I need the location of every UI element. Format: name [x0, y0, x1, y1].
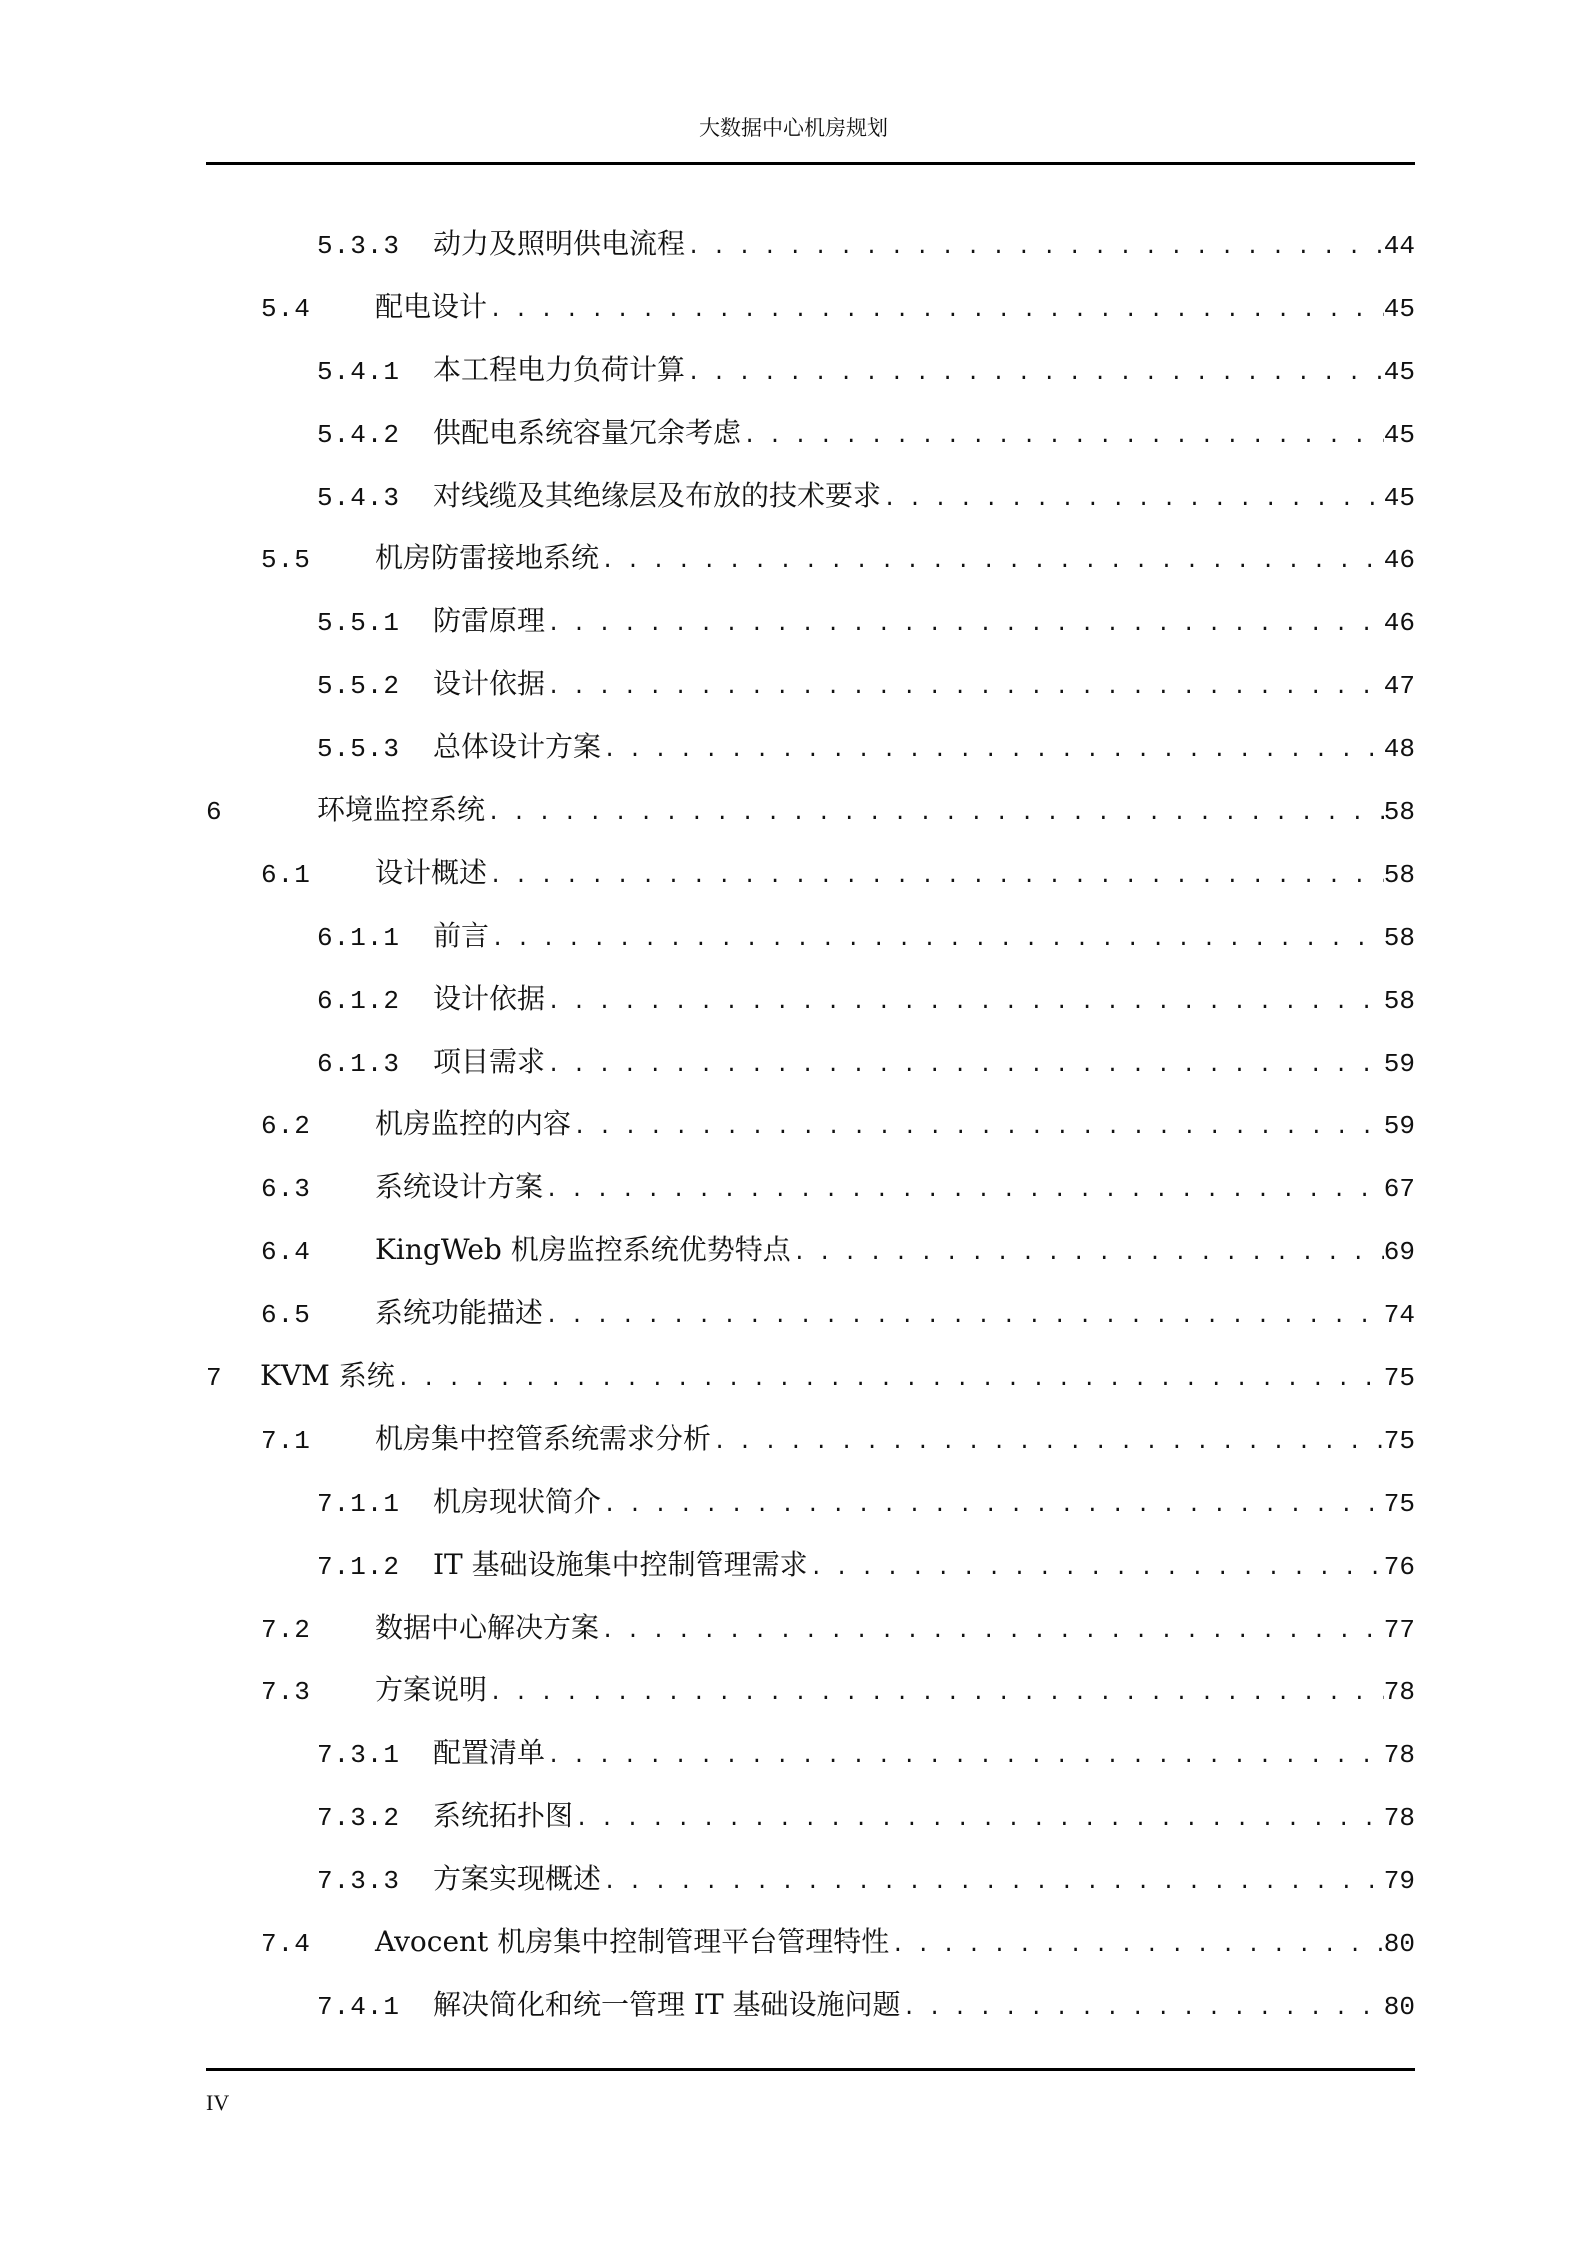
toc-dot-leader — [543, 1304, 1384, 1329]
toc-entry-number: 7.3 — [261, 1677, 311, 1708]
toc-entry-number: 7.1.1 — [317, 1488, 401, 1519]
toc-entry[interactable] — [206, 1983, 1415, 2046]
toc-entry[interactable] — [206, 1668, 1415, 1731]
toc-entry-page: 58 — [1383, 859, 1415, 890]
toc-entry-page: 46 — [1383, 545, 1415, 576]
toc-entry-number: 7.4 — [261, 1929, 311, 1960]
toc-entry-page: 75 — [1383, 1363, 1415, 1394]
toc-entry[interactable] — [206, 1857, 1415, 1920]
toc-entry-page: 45 — [1383, 356, 1415, 387]
toc-dot-leader — [487, 864, 1384, 889]
toc-entry-page: 76 — [1383, 1551, 1415, 1582]
toc-entry[interactable] — [206, 411, 1415, 474]
toc-entry-page: 58 — [1383, 985, 1415, 1016]
toc-entry-number: 7.1.2 — [317, 1551, 401, 1582]
toc-dot-leader — [881, 487, 1384, 512]
toc-entry-title: 机房监控的内容 — [375, 1107, 572, 1141]
toc-entry-title: 设计概述 — [375, 855, 488, 889]
toc-entry-page: 77 — [1383, 1614, 1415, 1645]
toc-entry-title: IT 基础设施集中控制管理需求 — [433, 1547, 808, 1581]
toc-entry-number: 6.1 — [261, 859, 311, 890]
toc-entry-title: 配置清单 — [433, 1736, 546, 1770]
toc-entry-number: 6.5 — [261, 1300, 311, 1331]
toc-entry-title: 机房防雷接地系统 — [375, 541, 600, 575]
toc-dot-leader — [901, 1996, 1384, 2021]
toc-dot-leader — [573, 1807, 1384, 1832]
toc-entry[interactable] — [206, 788, 1415, 851]
toc-entry-title: 设计依据 — [433, 981, 546, 1015]
toc-entry-title: 配电设计 — [375, 289, 488, 323]
toc-entry[interactable] — [206, 1354, 1415, 1417]
toc-entry[interactable] — [206, 1731, 1415, 1794]
toc-entry-title: 总体设计方案 — [433, 730, 602, 764]
toc-entry-page: 59 — [1383, 1048, 1415, 1079]
toc-entry-page: 78 — [1383, 1677, 1415, 1708]
toc-entry[interactable] — [206, 1102, 1415, 1165]
toc-entry-page: 78 — [1383, 1803, 1415, 1834]
toc-entry-title: 项目需求 — [433, 1044, 546, 1078]
toc-entry[interactable] — [206, 1040, 1415, 1103]
toc-dot-leader — [601, 738, 1384, 763]
toc-entry-number: 7.4.1 — [317, 1991, 401, 2022]
toc-entry-number: 5.4.3 — [317, 482, 401, 513]
toc-entry[interactable] — [206, 1291, 1415, 1354]
toc-dot-leader — [545, 1744, 1384, 1769]
toc-entry-page: 45 — [1383, 419, 1415, 450]
toc-entry[interactable] — [206, 348, 1415, 411]
toc-entry-page: 48 — [1383, 734, 1415, 765]
toc-entry[interactable] — [206, 1480, 1415, 1543]
toc-dot-leader — [601, 1493, 1384, 1518]
toc-entry-number: 6.2 — [261, 1111, 311, 1142]
toc-entry[interactable] — [206, 1417, 1415, 1480]
toc-dot-leader — [545, 1053, 1384, 1078]
toc-entry-title: KVM 系统 — [260, 1359, 395, 1393]
toc-entry-number: 5.5.2 — [317, 671, 401, 702]
toc-entry-page: 45 — [1383, 482, 1415, 513]
toc-entry-title: 解决简化和统一管理 IT 基础设施问题 — [433, 1987, 901, 2021]
toc-dot-leader — [711, 1430, 1384, 1455]
toc-entry[interactable] — [206, 1165, 1415, 1228]
toc-dot-leader — [545, 990, 1384, 1015]
toc-entry[interactable] — [206, 725, 1415, 788]
toc-entry[interactable] — [206, 536, 1415, 599]
toc-dot-leader — [545, 675, 1384, 700]
running-header-title: 大数据中心机房规划 — [699, 116, 888, 140]
toc-entry[interactable] — [206, 662, 1415, 725]
toc-entry-number: 6.1.2 — [317, 985, 401, 1016]
toc-entry[interactable] — [206, 599, 1415, 662]
toc-entry-number: 5.5.1 — [317, 608, 401, 639]
toc-entry[interactable] — [206, 1920, 1415, 1983]
toc-entry-page: 58 — [1383, 797, 1415, 828]
toc-entry-page: 44 — [1383, 231, 1415, 261]
toc-dot-leader — [395, 1367, 1384, 1392]
toc-entry-page: 45 — [1383, 293, 1415, 324]
toc-entry-page: 74 — [1383, 1300, 1415, 1331]
toc-entry-title: 环境监控系统 — [317, 793, 486, 827]
toc-entry-page: 80 — [1383, 1991, 1415, 2022]
toc-entry[interactable] — [206, 474, 1415, 537]
toc-dot-leader — [808, 1556, 1384, 1581]
toc-entry[interactable] — [206, 222, 1415, 285]
toc-entry-page: 69 — [1383, 1237, 1415, 1268]
toc-dot-leader — [791, 1241, 1384, 1266]
toc-entry-number: 7.3.3 — [317, 1866, 401, 1897]
toc-entry[interactable] — [206, 1543, 1415, 1606]
toc-dot-leader — [599, 1619, 1384, 1644]
toc-entry-page: 58 — [1383, 922, 1415, 953]
toc-entry-number: 6.4 — [261, 1237, 311, 1268]
footer-page-number: IV — [206, 2090, 230, 2115]
toc-entry-page: 75 — [1383, 1488, 1415, 1519]
toc-entry[interactable] — [206, 285, 1415, 348]
toc-entry-title: 对线缆及其绝缘层及布放的技术要求 — [433, 478, 882, 512]
toc-entry-page: 75 — [1383, 1425, 1415, 1456]
toc-entry-page: 46 — [1383, 608, 1415, 639]
toc-dot-leader — [571, 1115, 1384, 1140]
toc-entry-number: 7 — [206, 1363, 223, 1394]
toc-dot-leader — [543, 1178, 1384, 1203]
toc-entry-number: 7.3.1 — [317, 1740, 401, 1771]
toc-dot-leader — [601, 1870, 1384, 1895]
toc-entry-page: 59 — [1383, 1111, 1415, 1142]
toc-entry-page: 47 — [1383, 671, 1415, 702]
toc-entry-number: 6.3 — [261, 1174, 311, 1205]
toc-dot-leader — [741, 424, 1384, 449]
toc-dot-leader — [485, 801, 1384, 826]
toc-entry-title: 机房现状简介 — [433, 1484, 602, 1518]
toc-entry-title: 系统功能描述 — [375, 1296, 544, 1330]
toc-entry-title: Avocent 机房集中控制管理平台管理特性 — [375, 1925, 890, 1959]
footer-rule — [206, 2068, 1415, 2071]
toc-entry-number: 5.4.1 — [317, 356, 401, 387]
header-rule — [206, 162, 1415, 165]
toc-entry[interactable] — [206, 851, 1415, 914]
toc-entry-number: 6.1.3 — [317, 1048, 401, 1079]
toc-entry-title: 本工程电力负荷计算 — [433, 352, 686, 386]
toc-entry[interactable] — [206, 914, 1415, 977]
toc-entry-number: 7.1 — [261, 1425, 311, 1456]
toc-entry-number: 7.2 — [261, 1614, 311, 1645]
toc-entry-number: 5.5 — [261, 545, 311, 576]
toc-entry-number: 5.4 — [261, 293, 311, 324]
toc-entry[interactable] — [206, 977, 1415, 1040]
toc-dot-leader — [889, 1933, 1384, 1958]
toc-entry-title: 防雷原理 — [433, 604, 546, 638]
toc-entry-page: 79 — [1383, 1866, 1415, 1897]
toc-entry-page: 67 — [1383, 1174, 1415, 1205]
toc-entry-title: 方案说明 — [375, 1673, 488, 1707]
toc-dot-leader — [685, 235, 1384, 260]
toc-entry-title: 方案实现概述 — [433, 1862, 602, 1896]
toc-entry-number: 6 — [206, 797, 223, 828]
toc-entry-title: 供配电系统容量冗余考虑 — [433, 415, 742, 449]
toc-entry-number: 5.4.2 — [317, 419, 401, 450]
toc-entry-title: 设计依据 — [433, 667, 546, 701]
toc-entry-page: 78 — [1383, 1740, 1415, 1771]
toc-entry-title: 动力及照明供电流程 — [433, 227, 686, 260]
toc-dot-leader — [685, 361, 1384, 386]
toc-entry-number: 7.3.2 — [317, 1803, 401, 1834]
toc-dot-leader — [489, 927, 1384, 952]
toc-entry[interactable] — [206, 1228, 1415, 1291]
toc-entry[interactable] — [206, 1606, 1415, 1669]
toc-dot-leader — [487, 1681, 1384, 1706]
table-of-contents — [206, 222, 1415, 2046]
toc-entry-page: 80 — [1383, 1929, 1415, 1960]
toc-entry-number: 6.1.1 — [317, 922, 401, 953]
toc-entry-number: 5.5.3 — [317, 734, 401, 765]
toc-dot-leader — [599, 549, 1384, 574]
toc-entry-title: 系统拓扑图 — [433, 1799, 574, 1833]
toc-entry-title: 系统设计方案 — [375, 1170, 544, 1204]
toc-dot-leader — [487, 298, 1384, 323]
toc-dot-leader — [545, 612, 1384, 637]
toc-entry-title: 数据中心解决方案 — [375, 1610, 600, 1644]
toc-entry-title: 机房集中控管系统需求分析 — [375, 1421, 712, 1455]
toc-entry-title: KingWeb 机房监控系统优势特点 — [375, 1233, 791, 1267]
toc-entry-title: 前言 — [433, 918, 490, 952]
toc-entry-number: 5.3.3 — [317, 231, 401, 261]
toc-entry[interactable] — [206, 1794, 1415, 1857]
